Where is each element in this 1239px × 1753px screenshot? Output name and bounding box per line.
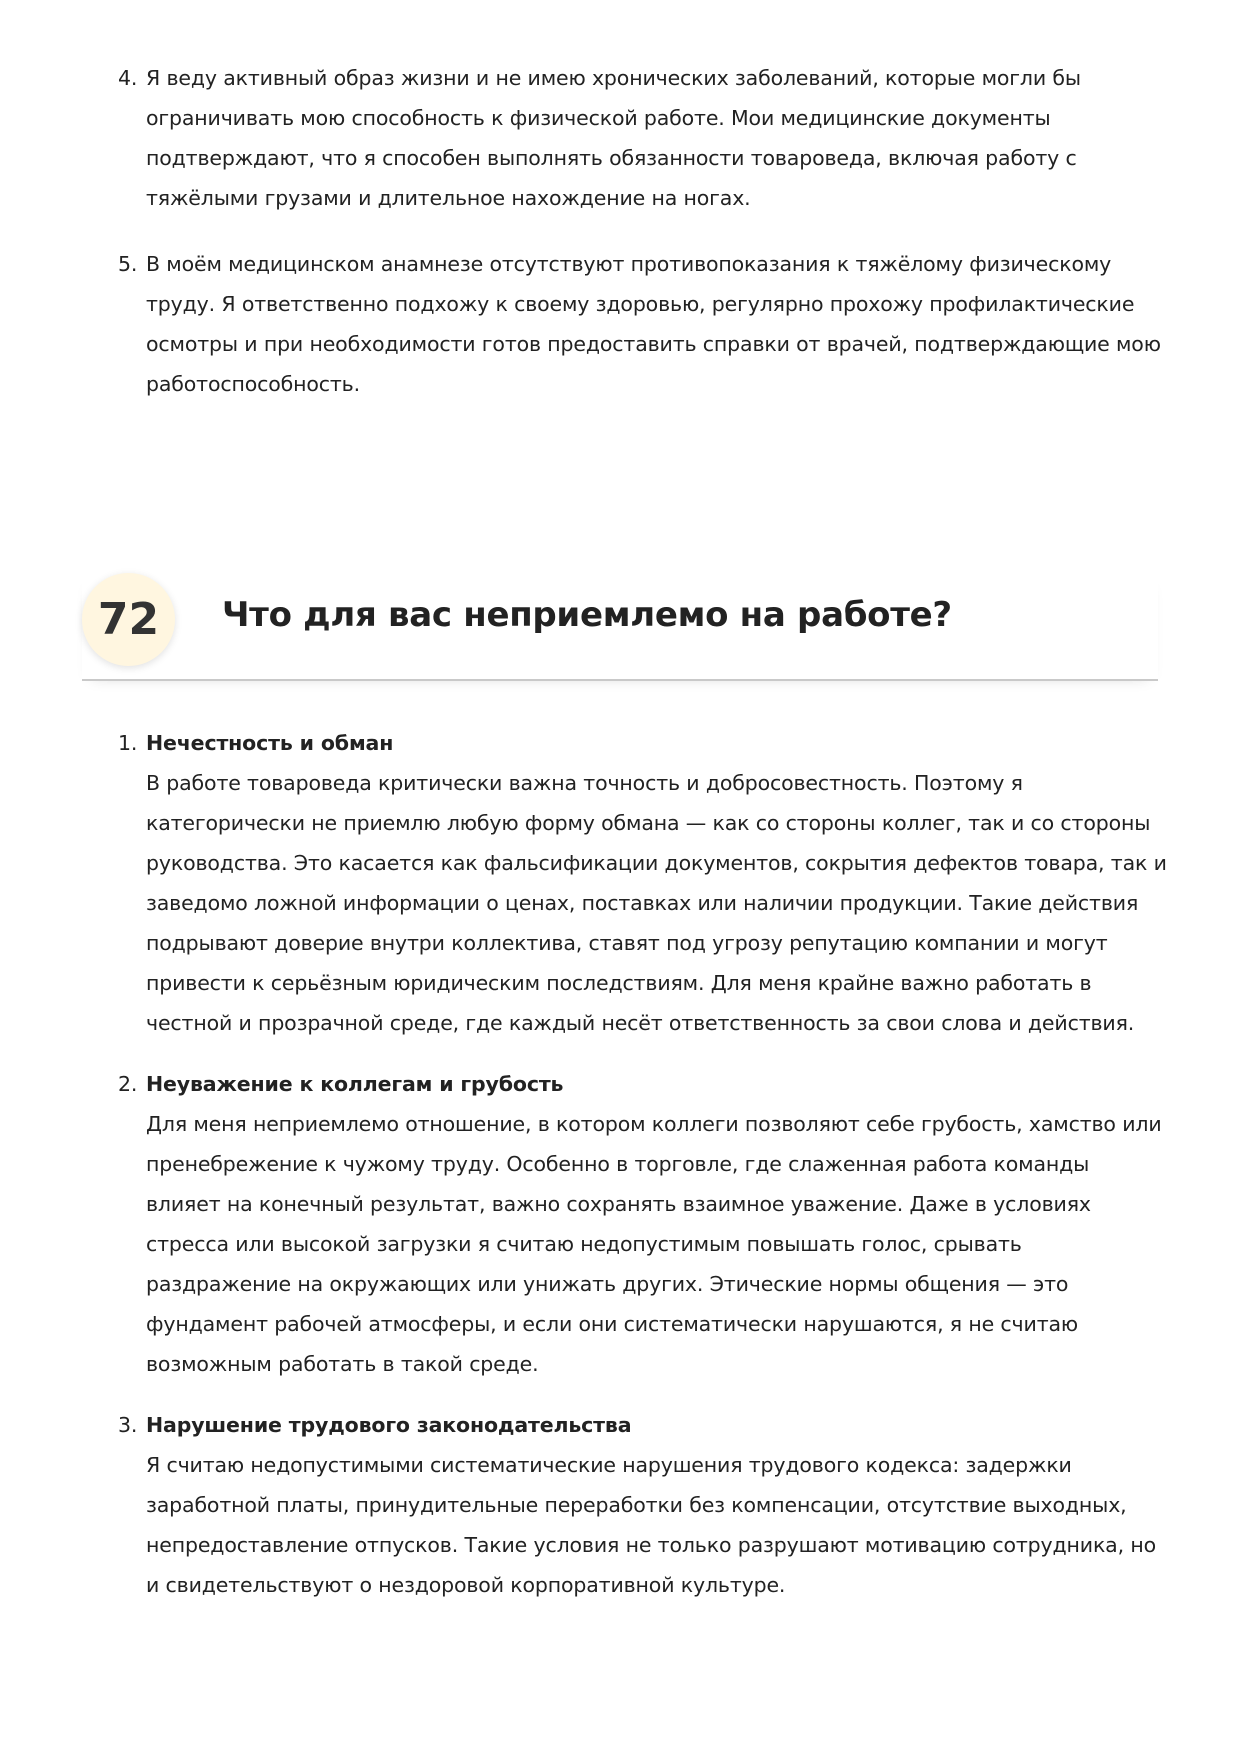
previous-answer-list	[118, 58, 1168, 430]
list-item-number: 5.	[118, 252, 138, 276]
answer-number: 2.	[118, 1072, 138, 1096]
answer-item	[118, 1405, 1168, 1605]
answer-item	[118, 723, 1168, 1043]
answer-heading: Неуважение к коллегам и грубость	[146, 1072, 564, 1096]
list-item-text: В моём медицинском анамнезе отсутствуют противопоказания к тяжёлому физическому труду. Я ответственно подхожу к своему здоровью, регулярно прохожу профилактические осмотры и при необходимости готов предоставить справки от врачей, подтверждающие мою работоспособность.	[146, 252, 1161, 396]
answer-heading: Нарушение трудового законодательства	[146, 1413, 632, 1437]
answer-text: В работе товароведа критически важна точность и добросовестность. Поэтому я категорически не приемлю любую форму обмана — как со стороны коллег, так и со стороны руководства. Это касается как фальсификации документов, сокрытия дефектов товара, так и заведомо ложной информации о ценах, поставках или наличии продукции. Такие действия подрывают доверие внутри коллектива, ставят под угрозу репутацию компании и могут привести к серьёзным юридическим последствиям. Для меня крайне важно работать в честной и прозрачной среде, где каждый несёт ответственность за свои слова и действия.	[146, 771, 1167, 1035]
answer-list	[118, 723, 1168, 1626]
list-item	[118, 58, 1168, 218]
answer-text: Для меня неприемлемо отношение, в котором коллеги позволяют себе грубость, хамство или пренебрежение к чужому труду. Особенно в торговле, где слаженная работа команды влияет на конечный результат, важно сохранять взаимное уважение. Даже в условиях стресса или высокой загрузки я считаю недопустимым повышать голос, срывать раздражение на окружающих или унижать других. Этические нормы общения — это фундамент рабочей атмосферы, и если они систематически нарушаются, я не считаю возможным работать в такой среде.	[146, 1112, 1162, 1376]
answer-heading: Нечестность и обман	[146, 731, 394, 755]
list-item-number: 4.	[118, 66, 138, 90]
answer-number: 1.	[118, 731, 138, 755]
question-header	[82, 573, 1158, 681]
answer-number: 3.	[118, 1413, 138, 1437]
question-title: Что для вас неприемлемо на работе?	[222, 595, 952, 635]
answer-text: Я считаю недопустимыми систематические нарушения трудового кодекса: задержки заработной платы, принудительные переработки без компенсации, отсутствие выходных, непредоставление отпусков. Такие условия не только разрушают мотивацию сотрудника, но и свидетельствуют о нездоровой корпоративной культуре.	[146, 1453, 1156, 1597]
list-item	[118, 244, 1168, 404]
list-item-text: Я веду активный образ жизни и не имею хронических заболеваний, которые могли бы ограничивать мою способность к физической работе. Мои медицинские документы подтверждают, что я способен выполнять обязанности товароведа, включая работу с тяжёлыми грузами и длительное нахождение на ногах.	[146, 66, 1081, 210]
question-number-badge: 72	[82, 573, 175, 666]
answer-item	[118, 1064, 1168, 1384]
